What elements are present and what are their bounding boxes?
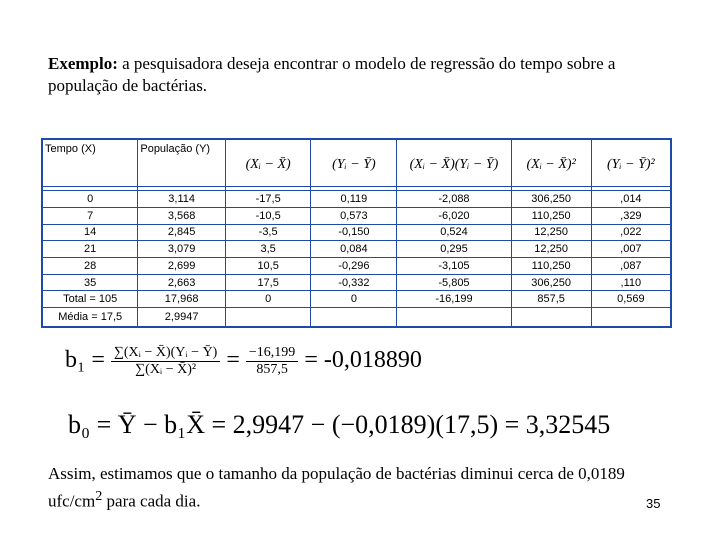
- table-cell: 0,524: [397, 224, 511, 241]
- table-cell: 306,250: [511, 274, 591, 291]
- formula-b0: b₀ = Ȳ − b₁X̄ = 2,9947 − (−0,0189)(17,5) = 3,32545: [68, 410, 611, 439]
- table-cell: 110,250: [511, 257, 591, 274]
- table-cell: 857,5: [511, 291, 591, 308]
- table-cell: 0,084: [311, 241, 397, 258]
- header-x-dev: (Xᵢ − X̄): [225, 140, 311, 187]
- table-cell: ,110: [591, 274, 670, 291]
- table-cell: 28: [43, 257, 138, 274]
- table-cell: [311, 308, 397, 327]
- b1-numerator-value: −16,199: [246, 345, 298, 362]
- b1-denominator: ∑(Xᵢ − X̄)²: [135, 362, 197, 377]
- table-cell: 21: [43, 241, 138, 258]
- header-populacao: População (Y): [138, 140, 226, 187]
- table-cell: 0,119: [311, 191, 397, 208]
- regression-table: [41, 138, 672, 328]
- table-cell: -2,088: [397, 191, 511, 208]
- table-cell: -0,332: [311, 274, 397, 291]
- table-cell: 0,573: [311, 207, 397, 224]
- table-cell: 0: [311, 291, 397, 308]
- table-cell: 7: [43, 207, 138, 224]
- b1-fraction-values: [246, 345, 298, 378]
- table-cell: -10,5: [225, 207, 311, 224]
- table-cell: 2,699: [138, 257, 226, 274]
- table-cell: -0,150: [311, 224, 397, 241]
- table-cell: ,007: [591, 241, 670, 258]
- conclusion-superscript: 2: [95, 488, 103, 504]
- table-cell: 17,968: [138, 291, 226, 308]
- table-cell: 2,845: [138, 224, 226, 241]
- page-number: 35: [646, 496, 661, 511]
- table-row: [43, 291, 671, 308]
- table-cell: -3,5: [225, 224, 311, 241]
- table-cell: 0: [225, 291, 311, 308]
- example-label: Exemplo:: [48, 54, 118, 73]
- b1-result: = -0,018890: [304, 347, 422, 374]
- table-cell: Média = 17,5: [43, 308, 138, 327]
- header-x-sq: (Xᵢ − X̄)²: [511, 140, 591, 187]
- b1-fraction: [111, 345, 220, 378]
- header-xy-prod: (Xᵢ − X̄)(Yᵢ − Ȳ): [397, 140, 511, 187]
- table-cell: 3,5: [225, 241, 311, 258]
- table-cell: [591, 308, 670, 327]
- table-cell: 0: [43, 191, 138, 208]
- table-cell: 110,250: [511, 207, 591, 224]
- table-cell: 17,5: [225, 274, 311, 291]
- table-cell: 12,250: [511, 241, 591, 258]
- table-cell: ,087: [591, 257, 670, 274]
- intro-paragraph: [48, 53, 688, 97]
- table-cell: 0,569: [591, 291, 670, 308]
- table-cell: ,329: [591, 207, 670, 224]
- b1-lhs: b₁ =: [65, 347, 105, 374]
- table-cell: -3,105: [397, 257, 511, 274]
- table-cell: 2,663: [138, 274, 226, 291]
- table-cell: 12,250: [511, 224, 591, 241]
- intro-text: a pesquisadora deseja encontrar o modelo de regressão do tempo sobre a população de bactérias.: [48, 54, 616, 95]
- table-row: [43, 224, 671, 241]
- table-cell: 3,568: [138, 207, 226, 224]
- table-cell: -5,805: [397, 274, 511, 291]
- table-cell: 306,250: [511, 191, 591, 208]
- table-row: [43, 241, 671, 258]
- table-cell: 3,114: [138, 191, 226, 208]
- table-row: [43, 274, 671, 291]
- table-cell: -0,296: [311, 257, 397, 274]
- table-cell: [397, 308, 511, 327]
- table-header-row: [43, 140, 671, 187]
- table-cell: 10,5: [225, 257, 311, 274]
- table-cell: ,022: [591, 224, 670, 241]
- table-row: [43, 257, 671, 274]
- table-mean-row: [43, 308, 671, 327]
- table-cell: 14: [43, 224, 138, 241]
- table-cell: -17,5: [225, 191, 311, 208]
- table-cell: -16,199: [397, 291, 511, 308]
- header-y-dev: (Yᵢ − Ȳ): [311, 140, 397, 187]
- table-cell: ,014: [591, 191, 670, 208]
- header-y-sq: (Yᵢ − Ȳ)²: [591, 140, 670, 187]
- b1-denominator-value: 857,5: [256, 362, 288, 377]
- b1-numerator: ∑(Xᵢ − X̄)(Yᵢ − Ȳ): [111, 345, 220, 362]
- table-row: [43, 191, 671, 208]
- table-cell: -6,020: [397, 207, 511, 224]
- table-cell: Total = 105: [43, 291, 138, 308]
- conclusion-paragraph: [48, 462, 668, 513]
- table-cell: 2,9947: [138, 308, 226, 327]
- conclusion-text: Assim, estimamos que o tamanho da população de bactérias diminui cerca de 0,0189 ufc/cm: [48, 464, 625, 511]
- header-tempo: Tempo (X): [43, 140, 138, 187]
- table-cell: [225, 308, 311, 327]
- table-cell: [511, 308, 591, 327]
- table-row: [43, 207, 671, 224]
- b1-eq: =: [226, 347, 240, 374]
- formula-b1: [65, 345, 422, 378]
- table-cell: 0,295: [397, 241, 511, 258]
- conclusion-text-end: para cada dia.: [102, 491, 201, 511]
- table-cell: 35: [43, 274, 138, 291]
- table-cell: 3,079: [138, 241, 226, 258]
